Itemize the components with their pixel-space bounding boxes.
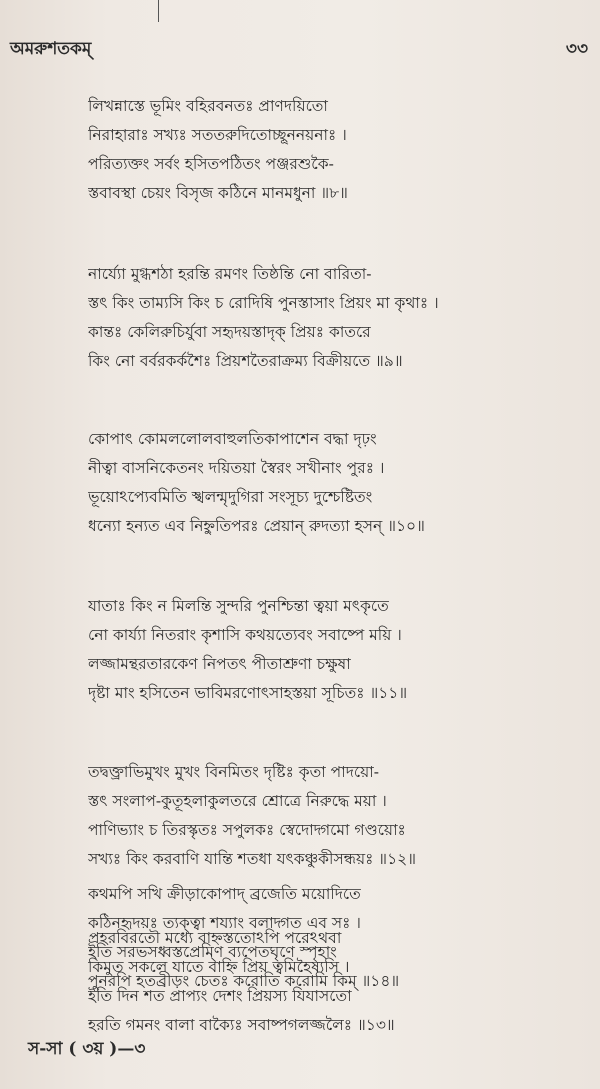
verse-line: ভূয়োঽপ্যেবমিতি স্খলন্মৃদুগিরা সংসূচ্য দুশ্চেষ্টিতং	[88, 488, 373, 506]
verse-line: স্তবাবস্থা চেয়ং বিসৃজ কঠিনে মানমধুনা ॥৮॥	[88, 184, 348, 202]
printer-signature: স-সা ( ৩য় )—৩	[28, 1039, 146, 1059]
verse-line: পাণিভ্যাং চ তিরস্কৃতঃ সপুলকঃ স্বেদোদ্গমো গণ্ডয়োঃ	[88, 821, 406, 839]
verse-14	[88, 880, 593, 996]
verse-line: কান্তঃ কেলিরুচির্যুবা সহৃদয়স্তাদৃক্ প্রিয়ঃ কাতরে	[88, 323, 371, 341]
verse-line: তদ্বক্ত্রাভিমুখং মুখং বিনমিতং দৃষ্টিঃ কৃতা পাদয়ো-	[88, 763, 379, 781]
verse-line: লিখন্নাস্তে ভূমিং বহিরবনতঃ প্রাণদয়িতো	[88, 97, 328, 115]
binding-mark	[158, 0, 159, 22]
verse-9	[88, 260, 593, 376]
verse-12	[88, 758, 593, 874]
verse-line: কিং নো বর্বরকর্কশৈঃ প্রিয়শতৈরাক্রম্য বিক্রীয়তে ॥৯॥	[88, 352, 403, 370]
verse-line: নো কার্য্যা নিতরাং কৃশাসি কথয়ত্যেবং সবাষ্পে ময়ি ।	[88, 626, 402, 644]
verse-8	[88, 92, 593, 208]
verse-line: নিরাহারাঃ সখ্যঃ সততরুদিতোচ্ছূননয়নাঃ ।	[88, 126, 347, 144]
verse-line: কোপাৎ কোমললোলবাহুলতিকাপাশেন বদ্ধা দৃঢ়ং	[88, 430, 377, 448]
verse-line: ইতি সরভসধ্বস্তপ্রেম্ণি ব্যপেতঘৃণে স্পৃহাং	[88, 943, 337, 961]
verse-line: দৃষ্টা মাং হসিতেন ভাবিমরণোৎসাহস্তয়া সূচিতঃ ॥১১॥	[88, 684, 408, 702]
verse-line: নীত্বা বাসনিকেতনং দয়িতয়া স্বৈরং সখীনাং পুরঃ ।	[88, 459, 385, 477]
verse-line: নার্য্যো মুগ্ধশঠা হরন্তি রমণং তিষ্ঠন্তি নো বারিতা-	[88, 265, 372, 283]
verse-11	[88, 592, 593, 708]
verse-line: পুনরপি হতব্রীড়ং চেতঃ করোতি করোমি কিম্ ॥১৪॥	[88, 972, 400, 990]
verse-line: সখ্যঃ কিং করবাণি যান্তি শতধা যৎকঞ্চুকীসন্ধয়ঃ ॥১২॥	[88, 850, 416, 868]
verse-line: হরতি গমনং বালা বাক্যৈঃ সবাষ্পগলজ্জলৈঃ ॥১৩॥	[88, 1016, 395, 1034]
verse-10	[88, 425, 593, 541]
verse-line: কিমুত সকলে যাতে বাহ্নি প্রিয় ত্বমিহৈষ্যসি ।	[88, 958, 350, 976]
verse-line: স্তৎ সংলাপ-কুতূহলাকুলতরে শ্রোত্রে নিরুদ্ধে ময়া ।	[88, 792, 387, 810]
running-title: অমরুশতকম্	[10, 39, 92, 59]
verse-line: ধন্যো হন্যত এব নিহ্নুতিপরঃ প্রেয়ান্ রুদত্যা হসন্ ॥১০॥	[88, 517, 425, 535]
verse-line: প্রহরবিরতৌ মধ্যে বাহ্নস্ততোঽপি পরেঽথবা	[88, 929, 342, 947]
verse-line: স্তৎ কিং তাম্যসি কিং চ রোদিষি পুনস্তাসাং প্রিয়ং মা কৃথাঃ ।	[88, 294, 439, 312]
page-number: ৩৩	[565, 39, 588, 59]
verse-line: পরিত্যক্তং সর্বং হসিতপঠিতং পঞ্জরশুকৈ-	[88, 155, 334, 173]
verse-line: যাতাঃ কিং ন মিলন্তি সুন্দরি পুনশ্চিন্তা ত্বয়া মৎকৃতে	[88, 597, 389, 615]
verse-line: ইতি দিন শত প্রাপ্যং দেশং প্রিয়স্য যিযাসতো	[88, 987, 352, 1005]
verse-line: লজ্জামন্থরতারকেণ নিপতৎ পীতাশ্রুণা চক্ষুষা	[88, 655, 351, 673]
verse-line: কথমপি সখি ক্রীড়াকোপাদ্ ব্রজেতি ময়োদিতে	[88, 885, 361, 903]
verse-line: কঠিনহৃদয়ঃ ত্যক্ত্বা শয্যাং বলাদ্গত এব সঃ ।	[88, 914, 361, 932]
